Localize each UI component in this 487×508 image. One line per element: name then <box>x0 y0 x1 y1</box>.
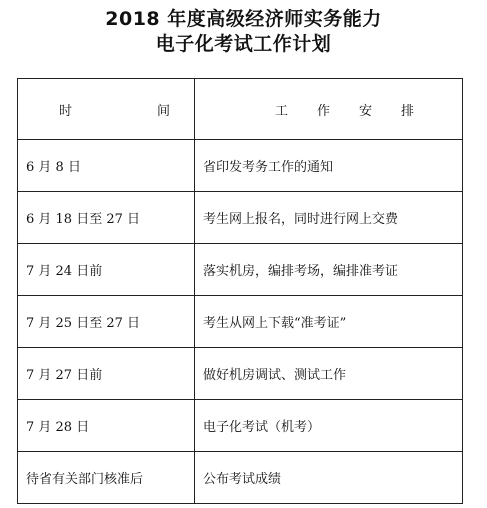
table-row <box>18 400 463 452</box>
document-title-line-2: 电子化考试工作计划 <box>155 33 332 55</box>
time-cell: 7 月 28 日 <box>18 400 195 452</box>
time-cell: 待省有关部门核准后 <box>18 452 195 504</box>
arrangement-cell: 落实机房，编排考场，编排准考证 <box>195 244 463 296</box>
table-row <box>18 452 463 504</box>
header-time <box>18 79 195 140</box>
schedule-table <box>17 78 463 504</box>
table-row <box>18 140 463 192</box>
arrangement-cell: 省印发考务工作的通知 <box>195 140 463 192</box>
header-arrangement-char: 工 <box>275 103 289 119</box>
header-time-char: 间 <box>156 103 170 119</box>
time-cell: 6 月 8 日 <box>18 140 195 192</box>
time-cell: 6 月 18 日至 27 日 <box>18 192 195 244</box>
header-time-char: 时 <box>59 103 73 119</box>
table-row <box>18 296 463 348</box>
arrangement-cell: 考生网上报名，同时进行网上交费 <box>195 192 463 244</box>
header-arrangement-char: 排 <box>400 103 414 119</box>
header-arrangement-char: 作 <box>316 103 330 119</box>
table-row <box>18 244 463 296</box>
time-cell: 7 月 27 日前 <box>18 348 195 400</box>
header-arrangement-char: 安 <box>358 103 372 119</box>
time-cell: 7 月 25 日至 27 日 <box>18 296 195 348</box>
table-row <box>18 348 463 400</box>
time-cell: 7 月 24 日前 <box>18 244 195 296</box>
header-arrangement <box>195 79 463 140</box>
arrangement-cell: 公布考试成绩 <box>195 452 463 504</box>
arrangement-cell: 考生从网上下载“准考证” <box>195 296 463 348</box>
table-header-row <box>18 79 463 140</box>
arrangement-cell: 电子化考试（机考） <box>195 400 463 452</box>
arrangement-cell: 做好机房调试、测试工作 <box>195 348 463 400</box>
table-row <box>18 192 463 244</box>
document-title-line-1: 2018 年度高级经济师实务能力 <box>105 8 382 30</box>
